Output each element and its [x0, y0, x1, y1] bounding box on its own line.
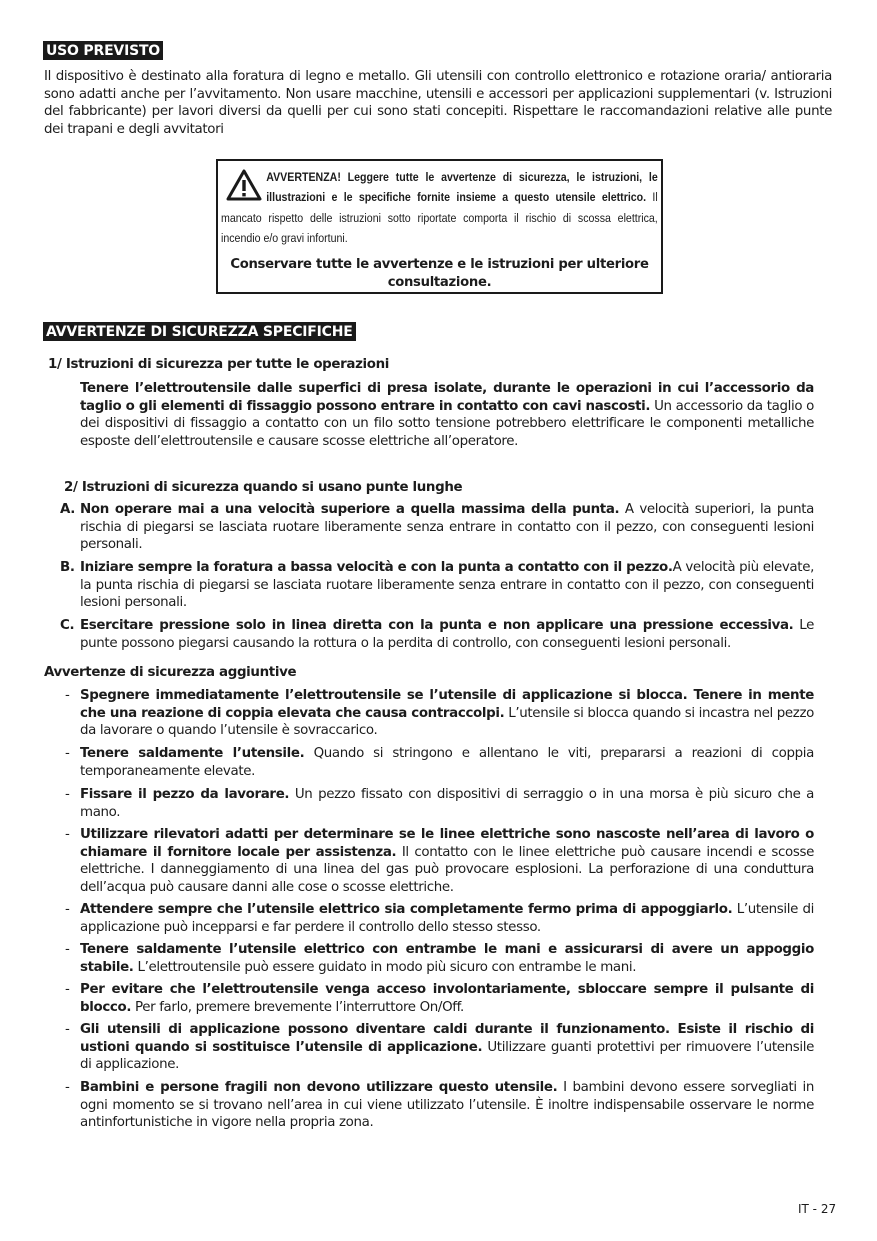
bullet-item-8 [65, 1021, 815, 1074]
item-normal: I bambini devono essere sorvegliati in ogni momento se si trovano nell’area in cui viene utilizzato l’utensile. È inoltre indispensabile osservare le norme antinfortunistiche in vigore nella propria zona. [80, 1080, 814, 1131]
section2-heading: 2/ Istruzioni di sicurezza quando si usano punte lunghe [64, 480, 463, 495]
section1-bold: Tenere l’elettroutensile dalle superfici di presa isolate, durante le operazioni in cui l’accessorio da taglio o gli elementi di fissaggio possono entrare in contatto con cavi nascosti. [80, 381, 814, 414]
section-title-uso-previsto: USO PREVISTO [43, 41, 163, 60]
item-bold: Tenere saldamente l’utensile. [80, 746, 305, 761]
bullet-dash: - [65, 1080, 70, 1095]
item-normal: Il contatto con le linee elettriche può causare incendi e scosse elettriche. I danneggiamento di una linea del gas può provocare esplosioni. La perforazione di una conduttura dell’acqua può causare danni alle cose o scosse elettriche. [80, 844, 814, 895]
item-bold: Gli utensili di applicazione possono diventare caldi durante il funzionamento. Esiste il rischio di ustioni quando si sostituisce l’utensile di applicazione. [80, 1022, 814, 1055]
section-title-avvertenze-specifiche: AVVERTENZE DI SICUREZZA SPECIFICHE [43, 322, 356, 341]
list-item-b [60, 559, 814, 612]
item-bold: Tenere saldamente l’utensile elettrico con entrambe le mani e assicurarsi di avere un appoggio stabile. [80, 942, 814, 975]
item-bold: Bambini e persone fragili non devono utilizzare questo utensile. [80, 1080, 558, 1095]
item-bold: Non operare mai a una velocità superiore a quella massima della punta. [80, 502, 620, 517]
bullet-item-4 [65, 826, 814, 896]
item-normal: Quando si stringono e allentano le viti, prepararsi a reazioni di coppia temporaneamente elevate. [80, 746, 814, 779]
list-marker: B. [60, 560, 75, 575]
warning-footer: Conservare tutte le avvertenze e le istruzioni per ulteriore consultazione. [230, 257, 649, 290]
item-bold: Utilizzare rilevatori adatti per determinare se le linee elettriche sono nascoste nell’area di lavoro o chiamare il fornitore locale per assistenza. [80, 827, 814, 860]
bullet-dash: - [65, 982, 70, 997]
item-bold: Per evitare che l’elettroutensile venga acceso involontariamente, sbloccare sempre il pulsante di blocco. [80, 982, 814, 1015]
bullet-dash: - [65, 942, 70, 957]
bullet-dash: - [65, 827, 70, 842]
section1-heading: 1/ Istruzioni di sicurezza per tutte le operazioni [48, 357, 390, 372]
bullet-dash: - [65, 688, 70, 703]
bullet-item-5 [65, 901, 815, 936]
additional-warnings-heading: Avvertenze di sicurezza aggiuntive [44, 665, 297, 680]
warning-box [216, 159, 663, 294]
item-normal: Le punte possono piegarsi causando la rottura o la perdita di controllo, con conseguenti lesioni personali. [80, 618, 814, 651]
item-normal: Per farlo, premere brevemente l’interruttore On/Off. [131, 999, 464, 1015]
item-bold: Spegnere immediatamente l’elettroutensile se l’utensile di applicazione si blocca. Tenere in mente che una reazione di coppia elevata che causa contraccolpi. [80, 688, 814, 721]
bullet-dash: - [65, 1022, 70, 1037]
uso-previsto-text: Il dispositivo è destinato alla foratura di legno e metallo. Gli utensili con controllo elettronico e rotazione oraria/ antioraria sono adatti anche per l’avvitamento. Non usare macchine, utensili e accessori per applicazioni supplementari (v. Istruzioni del fabbricante) per lavori diversi da quelli per cui sono stati concepiti. Rispettare le raccomandazioni relative alle punte dei trapani e degli avvitatori [44, 69, 832, 137]
list-item-c [60, 617, 814, 652]
bullet-item-3 [65, 786, 815, 821]
bullet-item-6 [65, 941, 814, 976]
bullet-item-1 [65, 687, 814, 740]
item-normal: Utilizzare guanti protettivi per rimuovere l’utensile di applicazione. [80, 1039, 815, 1073]
list-marker: C. [60, 618, 75, 633]
warning-bold-text: AVVERTENZA! Leggere tutte le avvertenze di sicurezza, le istruzioni, le illustrazioni e le specifiche fornite insieme a questo utensile elettrico. [266, 170, 658, 205]
item-bold: Attendere sempre che l’utensile elettrico sia completamente fermo prima di appoggiarlo. [80, 902, 733, 917]
bullet-item-7 [65, 981, 814, 1016]
item-bold: Iniziare sempre la foratura a bassa velocità e con la punta a contatto con il pezzo. [80, 560, 673, 575]
warning-normal-text: Il mancato rispetto delle istruzioni sotto riportate comporta il rischio di scossa elettrica, incendio e/o gravi infortuni. [221, 190, 658, 246]
item-normal: L’elettroutensile può essere guidato in modo più sicuro con entrambe le mani. [133, 959, 637, 975]
item-normal: Un pezzo fissato con dispositivi di serraggio o in una morsa è più sicuro che a mano. [80, 787, 815, 820]
item-bold: Esercitare pressione solo in linea diretta con la punta e non applicare una pressione eccessiva. [80, 618, 794, 633]
bullet-item-9 [65, 1079, 814, 1132]
item-normal: L’utensile di applicazione può incepparsi e far perdere il controllo dello stesso stesso. [80, 902, 815, 935]
bullet-item-2 [65, 745, 814, 780]
page-number: IT - 27 [798, 1202, 837, 1216]
item-normal: L’utensile si blocca quando si incastra nel pezzo da lavorare o quando l’utensile è sovraccarico. [80, 705, 814, 739]
section1-normal: Un accessorio da taglio o dei dispositivi di fissaggio a contatto con un filo sotto tensione potrebbero elettrificare le componenti metalliche esposte dell’elettroutensile e causare scosse elettriche all’operatore. [80, 398, 815, 449]
warning-text [221, 167, 658, 249]
item-bold: Fissare il pezzo da lavorare. [80, 787, 290, 802]
item-normal: A velocità superiori, la punta rischia di piegarsi se lasciata ruotare liberamente senza entrare in contatto con il pezzo, con conseguenti lesioni personali. [80, 502, 814, 553]
item-normal: A velocità più elevate, la punta rischia di piegarsi se lasciata ruotare liberamente senza entrare in contatto con il pezzo, con conseguenti lesioni personali. [80, 560, 814, 611]
list-item-a [60, 501, 814, 554]
bullet-dash: - [65, 746, 70, 761]
section1-text [80, 380, 814, 450]
bullet-dash: - [65, 787, 70, 802]
list-marker: A. [60, 502, 75, 517]
bullet-dash: - [65, 902, 70, 917]
